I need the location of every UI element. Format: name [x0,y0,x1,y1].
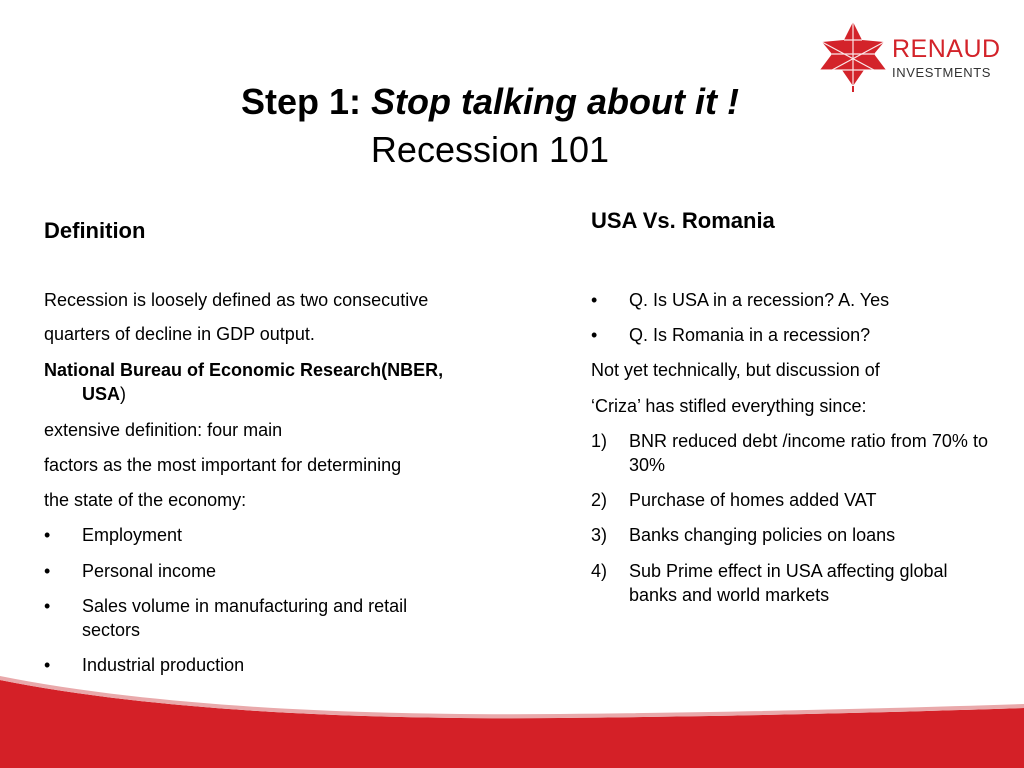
nber-paren: ) [120,384,127,404]
number-marker: 1) [591,431,608,451]
bullet-marker: • [44,596,51,616]
number-marker: 3) [591,525,608,545]
footer-swoosh [0,668,1024,768]
numbered-text: BNR reduced debt /income ratio from 70% to 30% [629,431,988,475]
slide-subtitle: Recession 101 [370,129,610,170]
bullet-text: Sales volume in manufacturing and retail sectors [82,596,408,640]
nber-line: National Bureau of Economic Research(NBER, [44,360,444,380]
comparison-line: ‘Criza’ has stifled everything since: [591,396,867,416]
definition-line: the state of the economy: [44,490,247,510]
numbered-text: Banks changing policies on loans [629,525,896,545]
number-marker: 4) [591,561,608,581]
definition-line: extensive definition: four main [44,420,283,440]
logo-subtitle: INVESTMENTS [892,65,992,80]
logo-name: RENAUD [892,35,1001,63]
nber-usa: USA [82,384,121,404]
definition-line: Recession is loosely defined as two consecutive [44,290,429,310]
definition-line: quarters of decline in GDP output. [44,324,315,344]
bullet-text: Personal income [82,561,217,581]
bullet-text: Q. Is Romania in a recession? [629,325,871,345]
bullet-marker: • [591,325,598,345]
comparison-line: Not yet technically, but discussion of [591,360,880,380]
comparison-heading: USA Vs. Romania [591,208,775,233]
bullet-marker: • [44,525,51,545]
title-prefix: Step 1: [241,81,372,122]
numbered-text: Sub Prime effect in USA affecting global banks and world markets [629,561,948,605]
slide-title [0,80,980,124]
bullet-marker: • [44,561,51,581]
bullet-text: Employment [82,525,183,545]
number-marker: 2) [591,490,608,510]
definition-line: factors as the most important for determining [44,455,402,475]
bullet-marker: • [44,655,51,675]
bullet-text: Industrial production [82,655,245,675]
definition-heading: Definition [44,218,146,243]
nber-line-cont [82,382,126,406]
title-emphasis: Stop talking about it ! [371,81,739,122]
bullet-text: Q. Is USA in a recession? A. Yes [629,290,890,310]
bullet-marker: • [591,290,598,310]
numbered-text: Purchase of homes added VAT [629,490,877,510]
